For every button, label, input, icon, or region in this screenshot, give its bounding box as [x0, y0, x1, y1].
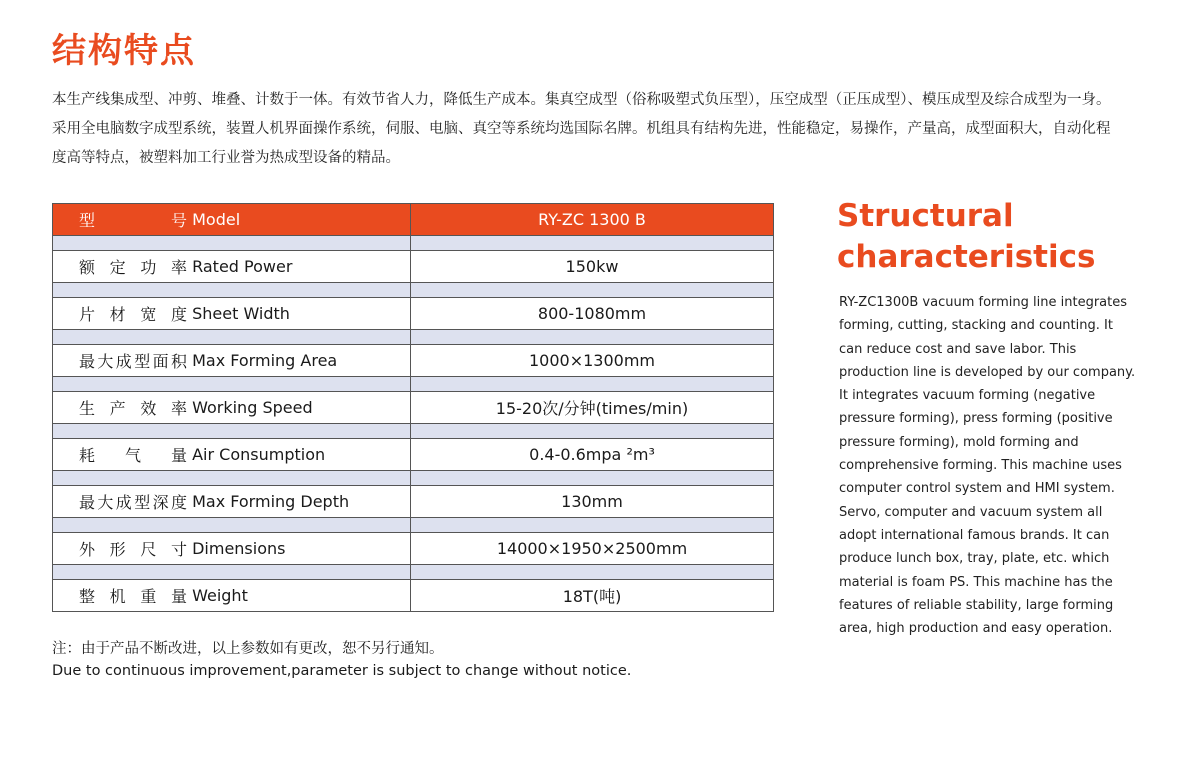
spec-label-en: Weight: [192, 586, 248, 605]
spec-label-cell: [53, 204, 411, 236]
spec-label-en: Max Forming Area: [192, 351, 338, 370]
spec-label-cn: 片材宽度: [79, 305, 187, 324]
spec-value-cell: 15-20次/分钟(times/min): [411, 392, 774, 424]
spec-label-en: Sheet Width: [192, 304, 290, 323]
spec-label-cn: 耗气量: [79, 446, 187, 465]
side-description: RY-ZC1300B vacuum forming line integrates forming, cutting, stacking and counting. It can reduce cost and save labor. This production line is developed by our company. It integrates vacuum forming (negative pressure forming), press forming (positive pressure forming), mold forming and comprehensive forming. This machine uses computer control system and HMI system. Servo, computer and vacuum system all adopt international famous brands. It can produce lunch box, tray, plate, etc. which material is foam PS. This machine has the features of reliable stability, large forming area, high production and easy operation.: [839, 295, 1136, 637]
spec-value-cell: 1000×1300mm: [411, 345, 774, 377]
row-divider: [53, 518, 774, 533]
row-divider: [53, 236, 774, 251]
row-divider: [53, 283, 774, 298]
disclaimer-note: [52, 638, 631, 682]
spec-label-cell: [53, 533, 411, 565]
spec-label-cell: [53, 345, 411, 377]
spec-label-cell: [53, 580, 411, 612]
spec-value-cell: 150kw: [411, 251, 774, 283]
spec-label-en: Working Speed: [192, 398, 313, 417]
spec-label-cn: 生产效率: [79, 399, 187, 418]
row-divider: [53, 330, 774, 345]
table-row: [53, 298, 774, 330]
spec-label-cn: 外形尺寸: [79, 540, 187, 559]
row-divider: [53, 424, 774, 439]
table-row: [53, 345, 774, 377]
spec-value-cell: 18T(吨): [411, 580, 774, 612]
spec-value-cell: 130mm: [411, 486, 774, 518]
disclaimer-cn: 注：由于产品不断改进，以上参数如有更改，恕不另行通知。: [52, 641, 444, 657]
spec-label-cn: 型号: [79, 211, 187, 230]
spec-label-cell: [53, 251, 411, 283]
spec-label-en: Dimensions: [192, 539, 286, 558]
spec-label-cell: [53, 439, 411, 471]
table-row: [53, 486, 774, 518]
spec-label-cell: [53, 392, 411, 424]
spec-value-cell: 800-1080mm: [411, 298, 774, 330]
spec-label-en: Model: [192, 210, 241, 229]
spec-label-en: Rated Power: [192, 257, 293, 276]
side-title: Structural characteristics: [837, 198, 1096, 275]
spec-table: [52, 203, 774, 612]
spec-label-cell: [53, 486, 411, 518]
table-row: [53, 533, 774, 565]
spec-label-en: Max Forming Depth: [192, 492, 350, 511]
spec-label-cn: 额定功率: [79, 258, 187, 277]
row-divider: [53, 471, 774, 486]
page-title: 结构特点: [52, 31, 196, 71]
row-divider: [53, 377, 774, 392]
table-row: [53, 392, 774, 424]
spec-table-header-row: [53, 204, 774, 236]
table-row: [53, 251, 774, 283]
intro-paragraph: 本生产线集成型、冲剪、堆叠、计数于一体。有效节省人力，降低生产成本。集真空成型（俗称吸塑式负压型），压空成型（正压成型）、模压成型及综合成型为一身。采用全电脑数字成型系统，装置人机界面操作系统，伺服、电脑、真空等系统均选国际名牌。机组具有结构先进，性能稳定，易操作，产量高，成型面积大，自动化程度高等特点，被塑料加工行业誉为热成型设备的精品。: [52, 92, 1111, 166]
spec-value-cell: 0.4-0.6mpa ²m³: [411, 439, 774, 471]
spec-label-cn: 最大成型深度: [79, 493, 187, 512]
row-divider: [53, 565, 774, 580]
spec-label-en: Air Consumption: [192, 445, 326, 464]
disclaimer-en: Due to continuous improvement,parameter is subject to change without notice.: [52, 663, 632, 679]
table-row: [53, 439, 774, 471]
spec-label-cn: 最大成型面积: [79, 352, 187, 371]
spec-label-cn: 整机重量: [79, 587, 187, 606]
spec-value-cell: RY-ZC 1300 B: [411, 204, 774, 236]
table-row: [53, 580, 774, 612]
spec-value-cell: 14000×1950×2500mm: [411, 533, 774, 565]
spec-label-cell: [53, 298, 411, 330]
